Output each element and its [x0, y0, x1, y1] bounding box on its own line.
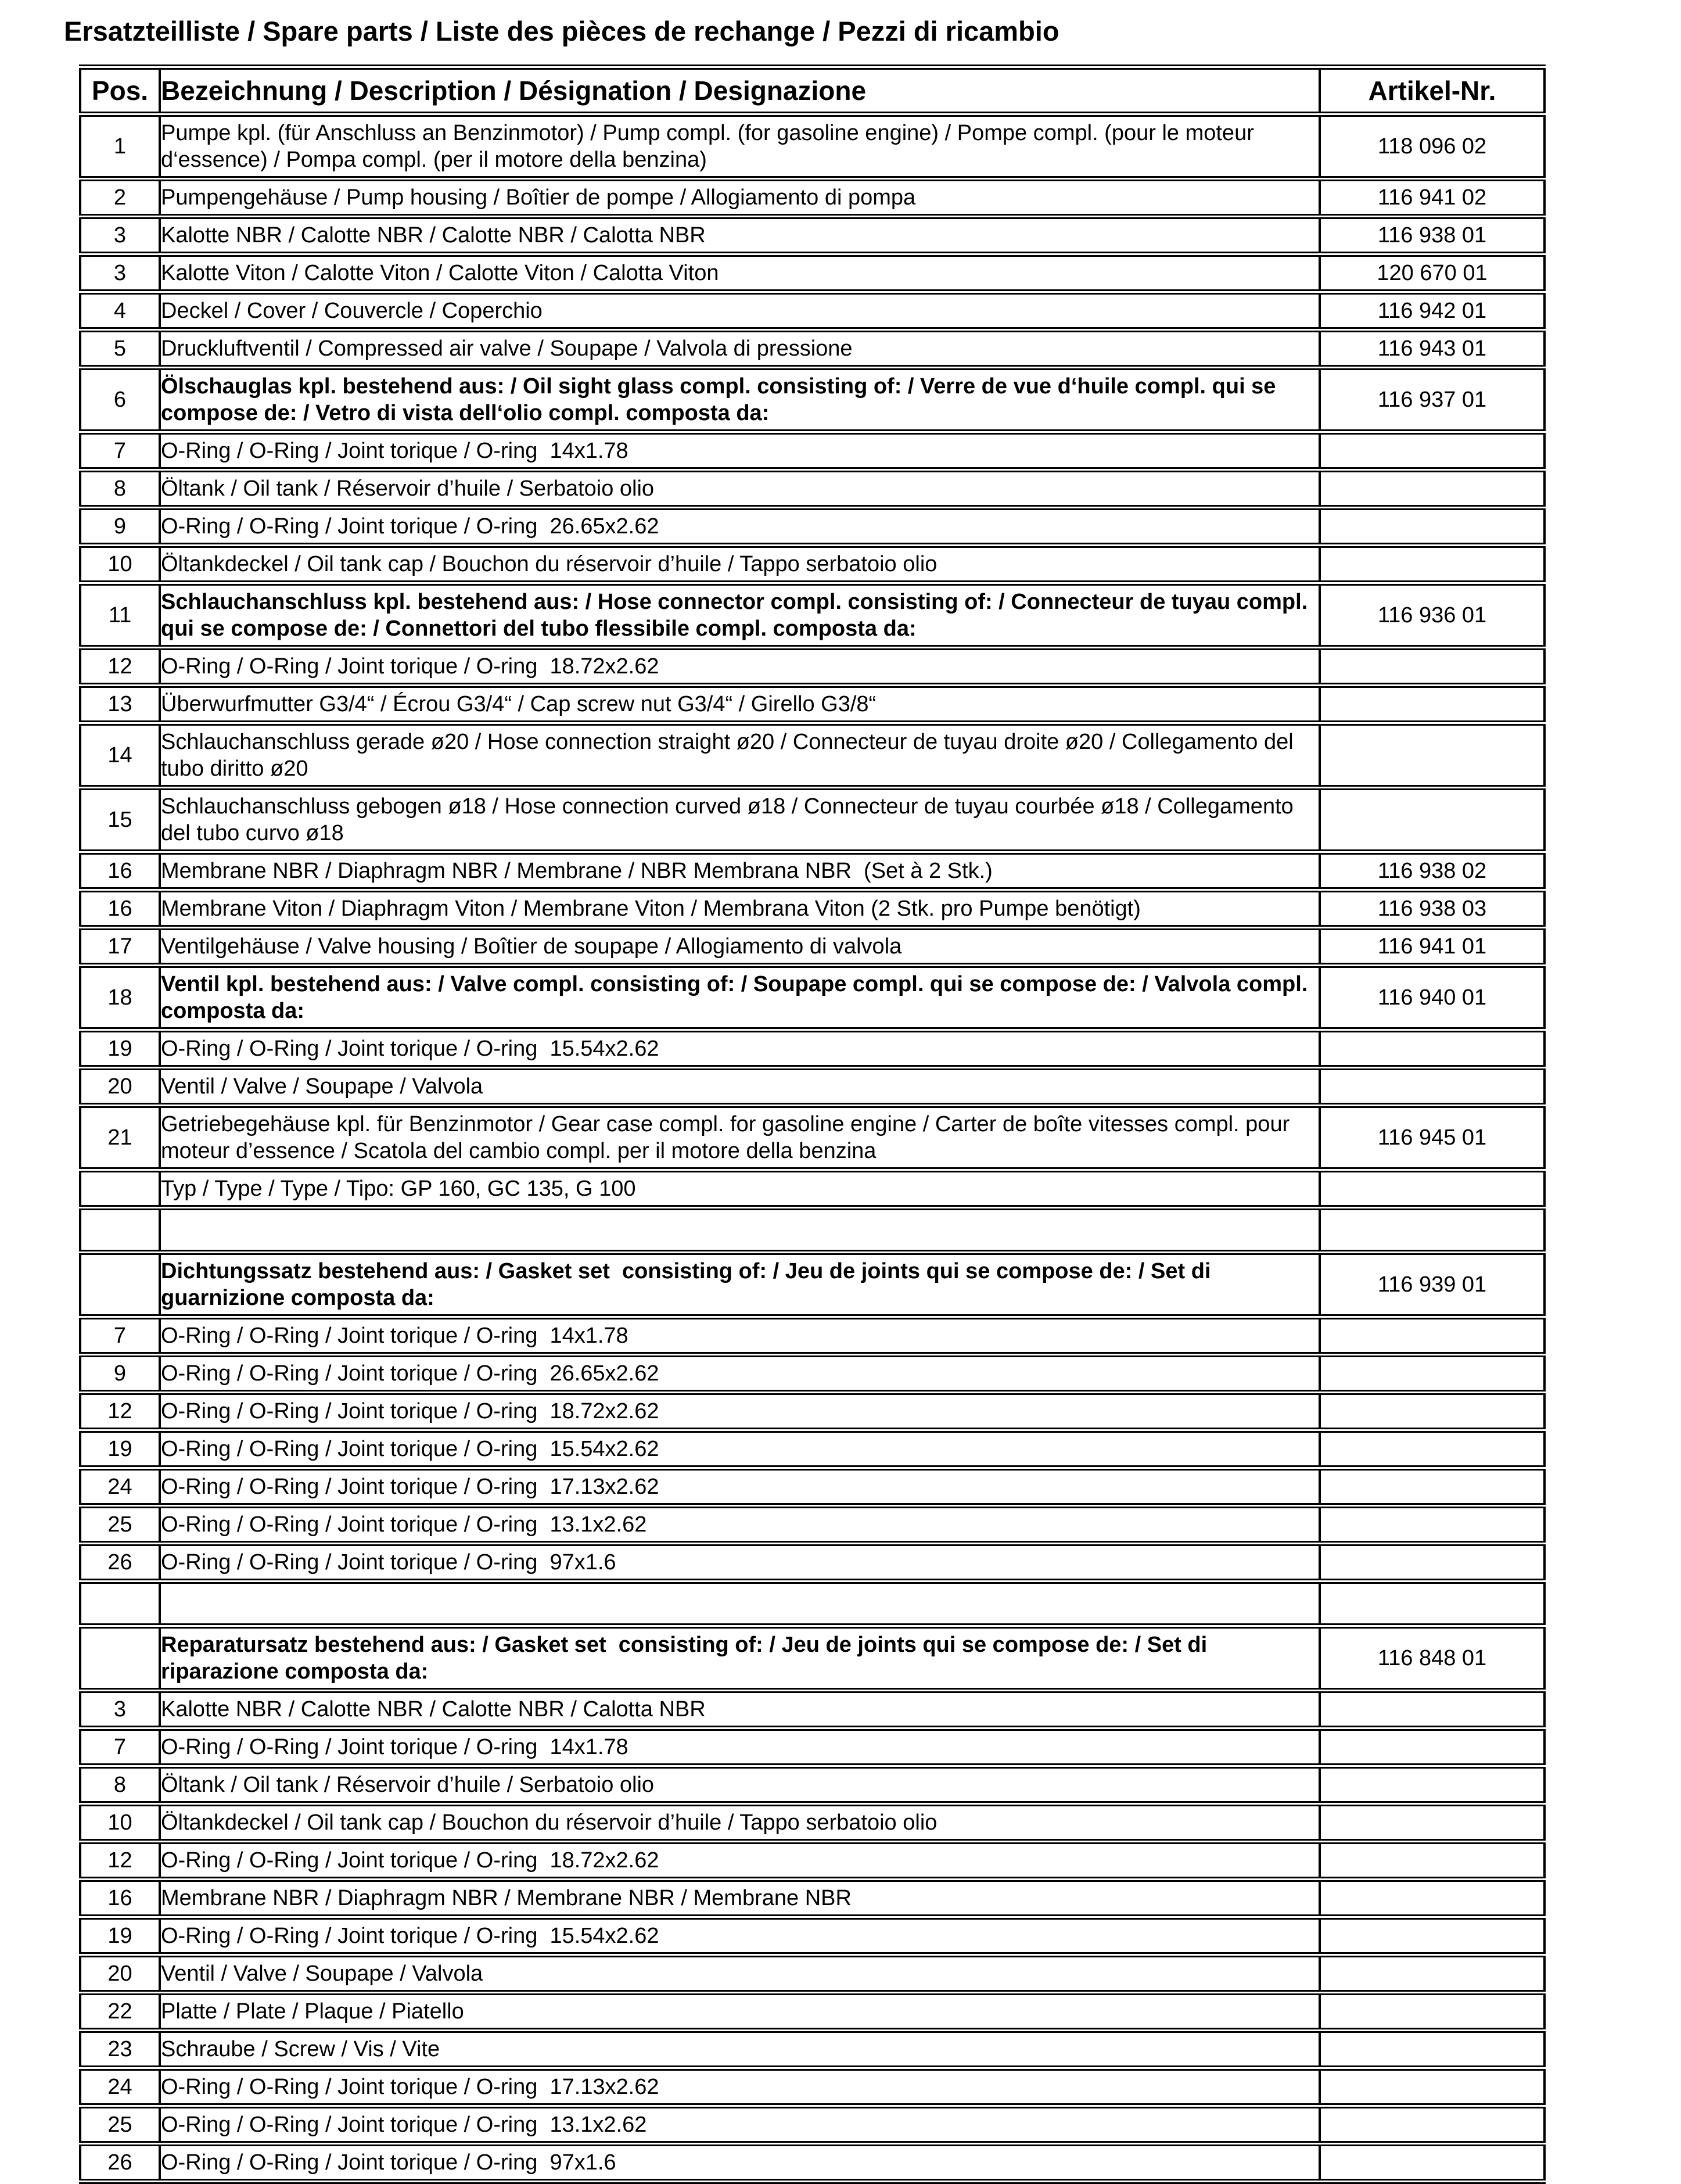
description-cell: Schlauchanschluss gebogen ø18 / Hose connection curved ø18 / Connecteur de tuyau courbée ø18 / Collegamento del tubo curvo ø18	[160, 788, 1320, 852]
table-row	[80, 2068, 1544, 2106]
table-row	[80, 966, 1544, 1030]
description-cell: O-Ring / O-Ring / Joint torique / O-ring 26.65x2.62	[160, 1355, 1320, 1393]
pos-cell: 20	[80, 1955, 160, 1993]
pos-cell: 14	[80, 723, 160, 788]
pos-cell: 25	[80, 2106, 160, 2144]
artikel-cell	[1320, 1766, 1544, 1804]
table-row	[80, 1355, 1544, 1393]
table-row	[80, 1030, 1544, 1068]
artikel-cell	[1320, 1880, 1544, 1917]
artikel-cell	[1320, 723, 1544, 788]
pos-cell: 8	[80, 1766, 160, 1804]
pos-cell: 20	[80, 1068, 160, 1106]
description-cell: Ventilgehäuse / Valve housing / Boîtier de soupape / Allogiamento di valvola	[160, 928, 1320, 966]
artikel-cell	[1320, 546, 1544, 583]
description-cell: Membrane Viton / Diaphragm Viton / Membrane Viton / Membrana Viton (2 Stk. pro Pumpe benötigt)	[160, 890, 1320, 928]
description-cell: Kalotte NBR / Calotte NBR / Calotte NBR / Calotta NBR	[160, 1691, 1320, 1728]
artikel-cell	[1320, 508, 1544, 546]
table-row	[80, 254, 1544, 292]
description-cell: O-Ring / O-Ring / Joint torique / O-ring 18.72x2.62	[160, 648, 1320, 686]
description-cell: Schraube / Screw / Vis / Vite	[160, 2031, 1320, 2068]
pos-cell: 7	[80, 1317, 160, 1355]
pos-cell: 24	[80, 2068, 160, 2106]
artikel-cell	[1320, 1728, 1544, 1766]
artikel-cell	[1320, 648, 1544, 686]
description-cell: O-Ring / O-Ring / Joint torique / O-ring 18.72x2.62	[160, 1842, 1320, 1880]
table-row	[80, 1626, 1544, 1691]
artikel-cell	[1320, 1355, 1544, 1393]
description-cell	[160, 1581, 1320, 1626]
table-row	[80, 1170, 1544, 1208]
artikel-cell	[1320, 1993, 1544, 2031]
artikel-cell	[1320, 686, 1544, 723]
artikel-cell: 116 942 01	[1320, 292, 1544, 330]
description-cell: O-Ring / O-Ring / Joint torique / O-ring 18.72x2.62	[160, 1393, 1320, 1430]
artikel-cell: 116 941 01	[1320, 928, 1544, 966]
description-cell: Überwurfmutter G3/4“ / Écrou G3/4“ / Cap screw nut G3/4“ / Girello G3/8“	[160, 686, 1320, 723]
table-body	[80, 114, 1544, 2182]
table-row	[80, 928, 1544, 966]
pos-cell: 24	[80, 1468, 160, 1506]
artikel-cell	[1320, 2068, 1544, 2106]
artikel-cell	[1320, 1030, 1544, 1068]
description-cell: Deckel / Cover / Couvercle / Coperchio	[160, 292, 1320, 330]
description-cell: Ventil / Valve / Soupape / Valvola	[160, 1955, 1320, 1993]
description-cell: Dichtungssatz bestehend aus: / Gasket set consisting of: / Jeu de joints qui se compose de: / Set di guarnizione composta da:	[160, 1253, 1320, 1317]
table-row	[80, 1880, 1544, 1917]
pos-cell: 17	[80, 928, 160, 966]
page-title: Ersatzteilliste / Spare parts / Liste des pièces de rechange / Pezzi di ricambio	[64, 16, 1059, 46]
pos-cell: 9	[80, 508, 160, 546]
pos-cell: 26	[80, 2144, 160, 2182]
table-row	[80, 1208, 1544, 1253]
artikel-cell	[1320, 1955, 1544, 1993]
description-cell: Öltank / Oil tank / Réservoir d’huile / Serbatoio olio	[160, 1766, 1320, 1804]
pos-cell: 12	[80, 648, 160, 686]
artikel-cell: 116 936 01	[1320, 583, 1544, 648]
artikel-cell: 116 937 01	[1320, 368, 1544, 432]
table-row	[80, 368, 1544, 432]
description-cell: O-Ring / O-Ring / Joint torique / O-ring 97x1.6	[160, 1544, 1320, 1581]
table-row	[80, 1766, 1544, 1804]
artikel-cell: 116 941 02	[1320, 179, 1544, 217]
table-row	[80, 330, 1544, 368]
description-cell: Schlauchanschluss gerade ø20 / Hose connection straight ø20 / Connecteur de tuyau droite ø20 / Collegamento del tubo diritto ø20	[160, 723, 1320, 788]
table-row	[80, 1955, 1544, 1993]
pos-cell: 9	[80, 1355, 160, 1393]
description-cell: O-Ring / O-Ring / Joint torique / O-ring 15.54x2.62	[160, 1917, 1320, 1955]
table-row	[80, 648, 1544, 686]
description-cell: O-Ring / O-Ring / Joint torique / O-ring 14x1.78	[160, 1728, 1320, 1766]
description-cell: O-Ring / O-Ring / Joint torique / O-ring 13.1x2.62	[160, 1506, 1320, 1544]
pos-cell	[80, 1626, 160, 1691]
pos-cell: 22	[80, 1993, 160, 2031]
pos-cell: 19	[80, 1430, 160, 1468]
artikel-cell: 116 848 01	[1320, 1626, 1544, 1691]
artikel-cell	[1320, 2031, 1544, 2068]
pos-cell: 10	[80, 546, 160, 583]
artikel-cell	[1320, 1804, 1544, 1842]
artikel-cell: 116 938 03	[1320, 890, 1544, 928]
table-row	[80, 890, 1544, 928]
pos-column-header: Pos.	[80, 67, 160, 114]
table-row	[80, 1068, 1544, 1106]
table-row	[80, 508, 1544, 546]
artikel-cell	[1320, 1691, 1544, 1728]
description-cell: O-Ring / O-Ring / Joint torique / O-ring 15.54x2.62	[160, 1430, 1320, 1468]
artikel-cell: 116 943 01	[1320, 330, 1544, 368]
pos-cell: 19	[80, 1917, 160, 1955]
artikel-cell	[1320, 1842, 1544, 1880]
artikel-cell	[1320, 1430, 1544, 1468]
table-row	[80, 1581, 1544, 1626]
table-row	[80, 583, 1544, 648]
artikel-cell: 116 938 02	[1320, 852, 1544, 890]
pos-cell: 4	[80, 292, 160, 330]
pos-cell	[80, 1170, 160, 1208]
artikel-cell: 116 940 01	[1320, 966, 1544, 1030]
pos-cell: 26	[80, 1544, 160, 1581]
table-row	[80, 1842, 1544, 1880]
description-cell: Druckluftventil / Compressed air valve / Soupape / Valvola di pressione	[160, 330, 1320, 368]
description-cell: O-Ring / O-Ring / Joint torique / O-ring 97x1.6	[160, 2144, 1320, 2182]
table-row	[80, 470, 1544, 508]
description-cell: Typ / Type / Type / Tipo: GP 160, GC 135, G 100	[160, 1170, 1320, 1208]
pos-cell: 6	[80, 368, 160, 432]
pos-cell: 23	[80, 2031, 160, 2068]
table-row	[80, 1804, 1544, 1842]
pos-cell: 16	[80, 1880, 160, 1917]
table-header-row	[80, 67, 1544, 114]
pos-cell: 5	[80, 330, 160, 368]
artikel-cell	[1320, 1506, 1544, 1544]
table-row	[80, 686, 1544, 723]
table-row	[80, 1393, 1544, 1430]
description-cell: Ventil kpl. bestehend aus: / Valve compl. consisting of: / Soupape compl. qui se compose de: / Valvola compl. composta da:	[160, 966, 1320, 1030]
table-row	[80, 1106, 1544, 1170]
artikel-cell	[1320, 1170, 1544, 1208]
pos-cell: 7	[80, 1728, 160, 1766]
artikel-cell: 118 096 02	[1320, 114, 1544, 179]
artikel-cell	[1320, 1581, 1544, 1626]
pos-cell: 10	[80, 1804, 160, 1842]
pos-cell: 12	[80, 1393, 160, 1430]
pos-cell	[80, 1581, 160, 1626]
table-row	[80, 1506, 1544, 1544]
table-row	[80, 292, 1544, 330]
description-cell: O-Ring / O-Ring / Joint torique / O-ring 26.65x2.62	[160, 508, 1320, 546]
pos-cell: 11	[80, 583, 160, 648]
artikel-cell: 116 938 01	[1320, 217, 1544, 254]
description-cell: Kalotte Viton / Calotte Viton / Calotte Viton / Calotta Viton	[160, 254, 1320, 292]
table-row	[80, 1317, 1544, 1355]
table-row	[80, 1728, 1544, 1766]
pos-cell: 16	[80, 890, 160, 928]
artikel-cell	[1320, 1468, 1544, 1506]
pos-cell: 13	[80, 686, 160, 723]
table-row	[80, 852, 1544, 890]
table-row	[80, 723, 1544, 788]
pos-cell: 25	[80, 1506, 160, 1544]
description-cell: Ölschauglas kpl. bestehend aus: / Oil sight glass compl. consisting of: / Verre de vue d‘huile compl. qui se compose de: / Vetro di vista dell‘olio compl. composta da:	[160, 368, 1320, 432]
table-row	[80, 432, 1544, 470]
pos-cell: 16	[80, 852, 160, 890]
pos-cell: 7	[80, 432, 160, 470]
description-cell: Öltank / Oil tank / Réservoir d’huile / Serbatoio olio	[160, 470, 1320, 508]
description-cell: Pumpengehäuse / Pump housing / Boîtier de pompe / Allogiamento di pompa	[160, 179, 1320, 217]
pos-cell: 3	[80, 1691, 160, 1728]
artikel-nr-column-header: Artikel-Nr.	[1320, 67, 1544, 114]
table-row	[80, 2144, 1544, 2182]
table-row	[80, 1468, 1544, 1506]
table-row	[80, 2106, 1544, 2144]
pos-cell	[80, 1208, 160, 1253]
table-row	[80, 546, 1544, 583]
table-row	[80, 114, 1544, 179]
pos-cell: 12	[80, 1842, 160, 1880]
pos-cell: 19	[80, 1030, 160, 1068]
description-cell: O-Ring / O-Ring / Joint torique / O-ring 14x1.78	[160, 1317, 1320, 1355]
description-cell: O-Ring / O-Ring / Joint torique / O-ring 17.13x2.62	[160, 2068, 1320, 2106]
artikel-cell: 120 670 01	[1320, 254, 1544, 292]
description-cell: Platte / Plate / Plaque / Piatello	[160, 1993, 1320, 2031]
description-cell: Membrane NBR / Diaphragm NBR / Membrane NBR / Membrane NBR	[160, 1880, 1320, 1917]
artikel-cell	[1320, 1544, 1544, 1581]
pos-cell: 15	[80, 788, 160, 852]
pos-cell: 21	[80, 1106, 160, 1170]
pos-cell: 2	[80, 179, 160, 217]
table-row	[80, 217, 1544, 254]
table-row	[80, 1253, 1544, 1317]
artikel-cell	[1320, 1068, 1544, 1106]
description-cell: O-Ring / O-Ring / Joint torique / O-ring 13.1x2.62	[160, 2106, 1320, 2144]
spare-parts-table	[79, 64, 1546, 2184]
description-cell	[160, 1208, 1320, 1253]
description-cell: Reparatursatz bestehend aus: / Gasket set consisting of: / Jeu de joints qui se compose de: / Set di riparazione composta da:	[160, 1626, 1320, 1691]
pos-cell	[80, 1253, 160, 1317]
description-cell: Membrane NBR / Diaphragm NBR / Membrane / NBR Membrana NBR (Set à 2 Stk.)	[160, 852, 1320, 890]
pos-cell: 1	[80, 114, 160, 179]
description-cell: Öltankdeckel / Oil tank cap / Bouchon du réservoir d’huile / Tappo serbatoio olio	[160, 1804, 1320, 1842]
artikel-cell	[1320, 1317, 1544, 1355]
pos-cell: 3	[80, 217, 160, 254]
description-cell: Schlauchanschluss kpl. bestehend aus: / Hose connector compl. consisting of: / Connecteur de tuyau compl. qui se compose de: / Connettori del tubo flessibile compl. composta da:	[160, 583, 1320, 648]
description-cell: Öltankdeckel / Oil tank cap / Bouchon du réservoir d’huile / Tappo serbatoio olio	[160, 546, 1320, 583]
artikel-cell	[1320, 1208, 1544, 1253]
description-cell: O-Ring / O-Ring / Joint torique / O-ring 15.54x2.62	[160, 1030, 1320, 1068]
table-row	[80, 1691, 1544, 1728]
artikel-cell	[1320, 470, 1544, 508]
artikel-cell	[1320, 2144, 1544, 2182]
table-row	[80, 1544, 1544, 1581]
artikel-cell	[1320, 432, 1544, 470]
description-cell: O-Ring / O-Ring / Joint torique / O-ring 14x1.78	[160, 432, 1320, 470]
description-cell: Kalotte NBR / Calotte NBR / Calotte NBR / Calotta NBR	[160, 217, 1320, 254]
table-row	[80, 2031, 1544, 2068]
artikel-cell	[1320, 2106, 1544, 2144]
table-row	[80, 788, 1544, 852]
description-cell: Pumpe kpl. (für Anschluss an Benzinmotor) / Pump compl. (for gasoline engine) / Pompe compl. (pour le moteur d‘essence) / Pompa compl. (per il motore della benzina)	[160, 114, 1320, 179]
pos-cell: 8	[80, 470, 160, 508]
description-cell: Ventil / Valve / Soupape / Valvola	[160, 1068, 1320, 1106]
artikel-cell: 116 939 01	[1320, 1253, 1544, 1317]
table-row	[80, 1917, 1544, 1955]
table-row	[80, 1993, 1544, 2031]
pos-cell: 3	[80, 254, 160, 292]
pos-cell: 18	[80, 966, 160, 1030]
description-column-header: Bezeichnung / Description / Désignation / Designazione	[160, 67, 1320, 114]
description-cell: Getriebegehäuse kpl. für Benzinmotor / Gear case compl. for gasoline engine / Carter de boîte vitesses compl. pour moteur d’essence / Scatola del cambio compl. per il motore della benzina	[160, 1106, 1320, 1170]
description-cell: O-Ring / O-Ring / Joint torique / O-ring 17.13x2.62	[160, 1468, 1320, 1506]
artikel-cell	[1320, 1393, 1544, 1430]
table-row	[80, 179, 1544, 217]
artikel-cell: 116 945 01	[1320, 1106, 1544, 1170]
table-row	[80, 1430, 1544, 1468]
artikel-cell	[1320, 1917, 1544, 1955]
artikel-cell	[1320, 788, 1544, 852]
